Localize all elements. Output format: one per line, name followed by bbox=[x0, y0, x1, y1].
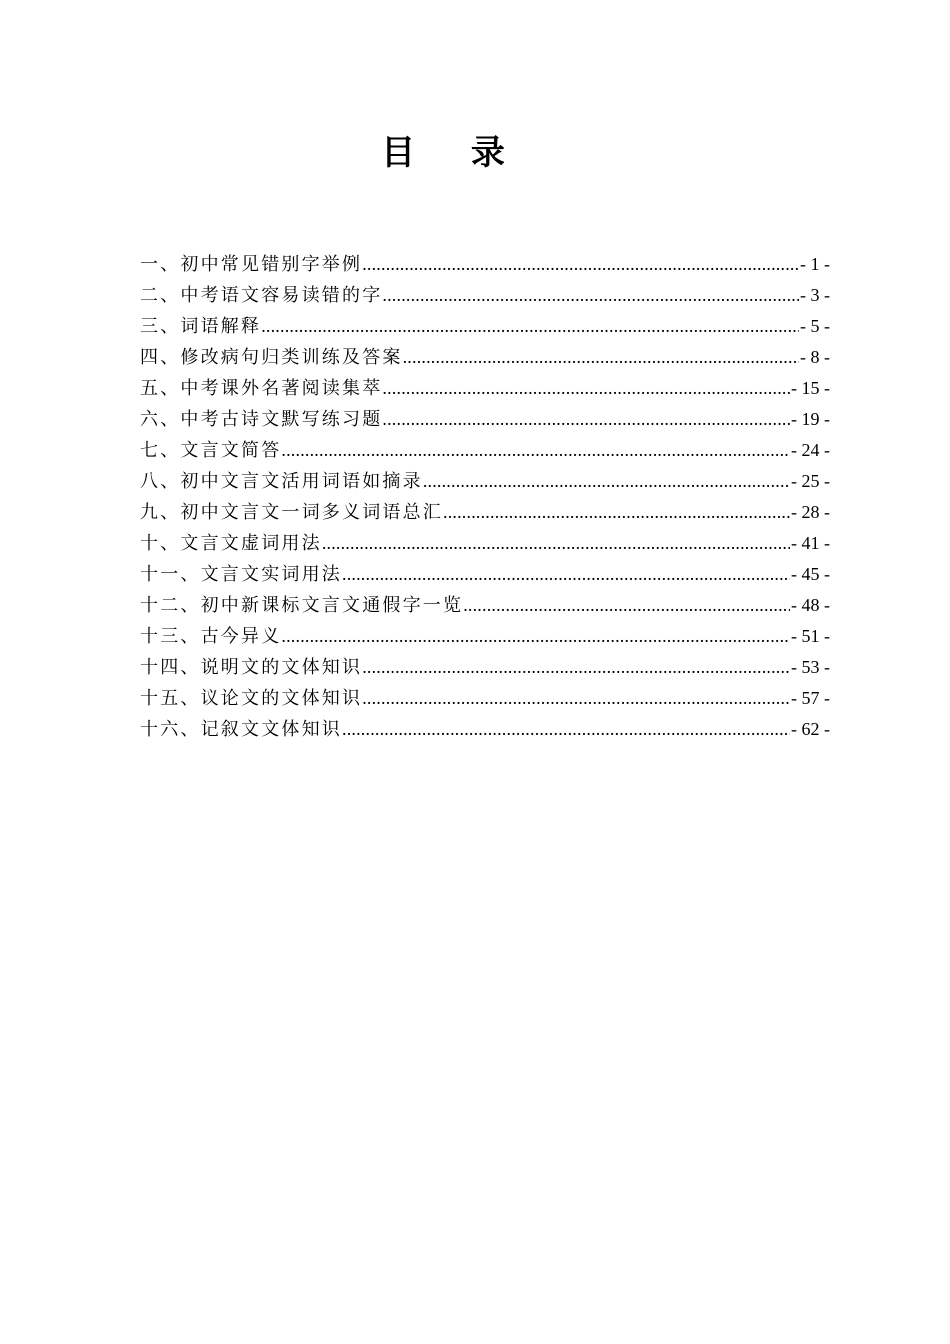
toc-entry-label: 八、初中文言文活用词语如摘录 bbox=[140, 471, 423, 492]
toc-entry[interactable] bbox=[140, 497, 830, 528]
toc-entry[interactable] bbox=[140, 714, 830, 745]
toc-entry-page-number: - 53 - bbox=[791, 657, 830, 677]
toc-entry-label: 十二、初中新课标文言文通假字一览 bbox=[140, 595, 464, 616]
toc-entry[interactable] bbox=[140, 621, 830, 652]
toc-entry[interactable] bbox=[140, 249, 830, 280]
toc-entry-page-number: - 3 - bbox=[800, 285, 830, 305]
toc-entry[interactable] bbox=[140, 528, 830, 559]
toc-entry[interactable] bbox=[140, 559, 830, 590]
toc-entry[interactable] bbox=[140, 404, 830, 435]
toc-dot-leader bbox=[382, 373, 790, 404]
toc-dot-leader bbox=[281, 435, 790, 466]
toc-dot-leader bbox=[362, 249, 799, 280]
toc-entry-label: 四、修改病句归类训练及答案 bbox=[140, 347, 403, 368]
toc-entry-label: 七、文言文简答 bbox=[140, 440, 282, 461]
toc-dot-leader bbox=[362, 652, 790, 683]
toc-entry-label: 十五、议论文的文体知识 bbox=[140, 688, 363, 709]
toc-dot-leader bbox=[443, 497, 790, 528]
toc-dot-leader bbox=[423, 466, 790, 497]
toc-entry-label: 九、初中文言文一词多义词语总汇 bbox=[140, 502, 443, 523]
toc-dot-leader bbox=[342, 559, 790, 590]
toc-entry-label: 六、中考古诗文默写练习题 bbox=[140, 409, 383, 430]
toc-entry[interactable] bbox=[140, 590, 830, 621]
toc-dot-leader bbox=[342, 714, 790, 745]
page-title: 目 录 bbox=[381, 133, 527, 173]
toc-entry-label: 一、初中常见错别字举例 bbox=[140, 254, 363, 275]
table-of-contents bbox=[140, 249, 830, 745]
toc-entry-page-number: - 5 - bbox=[800, 316, 830, 336]
toc-entry-label: 十四、说明文的文体知识 bbox=[140, 657, 363, 678]
toc-dot-leader bbox=[261, 311, 799, 342]
toc-dot-leader bbox=[322, 528, 790, 559]
toc-entry-page-number: - 45 - bbox=[791, 564, 830, 584]
toc-entry-page-number: - 15 - bbox=[791, 378, 830, 398]
toc-entry-page-number: - 24 - bbox=[791, 440, 830, 460]
toc-entry-page-number: - 51 - bbox=[791, 626, 830, 646]
toc-entry[interactable] bbox=[140, 311, 830, 342]
toc-dot-leader bbox=[281, 621, 790, 652]
toc-entry-page-number: - 57 - bbox=[791, 688, 830, 708]
toc-entry-label: 十一、文言文实词用法 bbox=[140, 564, 342, 585]
toc-entry[interactable] bbox=[140, 373, 830, 404]
toc-entry-page-number: - 28 - bbox=[791, 502, 830, 522]
toc-entry-label: 三、词语解释 bbox=[140, 316, 262, 337]
toc-dot-leader bbox=[362, 683, 790, 714]
toc-entry-page-number: - 8 - bbox=[800, 347, 830, 367]
toc-entry-label: 十三、古今异义 bbox=[140, 626, 282, 647]
toc-entry-page-number: - 62 - bbox=[791, 719, 830, 739]
toc-dot-leader bbox=[382, 404, 790, 435]
toc-entry[interactable] bbox=[140, 280, 830, 311]
toc-entry[interactable] bbox=[140, 683, 830, 714]
toc-entry-label: 二、中考语文容易读错的字 bbox=[140, 285, 383, 306]
toc-entry-label: 十、文言文虚词用法 bbox=[140, 533, 322, 554]
toc-dot-leader bbox=[382, 280, 799, 311]
toc-dot-leader bbox=[463, 590, 790, 621]
toc-entry-page-number: - 48 - bbox=[791, 595, 830, 615]
toc-dot-leader bbox=[403, 342, 799, 373]
toc-entry[interactable] bbox=[140, 342, 830, 373]
toc-entry-label: 十六、记叙文文体知识 bbox=[140, 719, 342, 740]
toc-entry-page-number: - 19 - bbox=[791, 409, 830, 429]
toc-entry-page-number: - 25 - bbox=[791, 471, 830, 491]
toc-entry-page-number: - 41 - bbox=[791, 533, 830, 553]
toc-entry[interactable] bbox=[140, 652, 830, 683]
toc-entry-page-number: - 1 - bbox=[800, 254, 830, 274]
toc-entry-label: 五、中考课外名著阅读集萃 bbox=[140, 378, 383, 399]
toc-entry[interactable] bbox=[140, 435, 830, 466]
toc-entry[interactable] bbox=[140, 466, 830, 497]
